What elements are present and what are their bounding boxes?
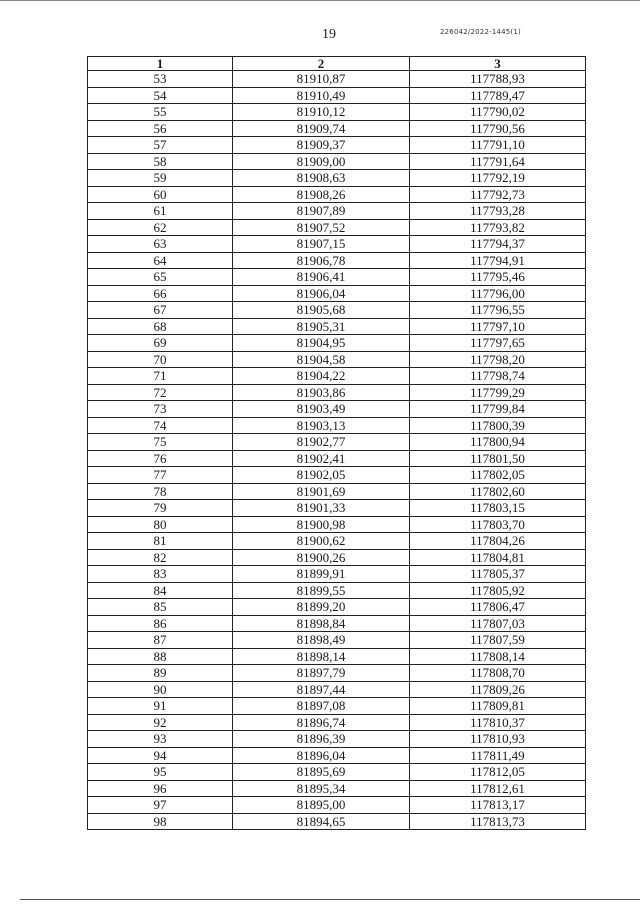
cell-coordinate-x: 81900,26	[233, 549, 410, 566]
table-row	[88, 467, 586, 484]
table-row	[88, 104, 586, 121]
cell-point-number: 72	[88, 384, 233, 401]
cell-point-number: 69	[88, 335, 233, 352]
cell-coordinate-y: 117809,81	[410, 698, 586, 715]
cell-coordinate-y: 117807,03	[410, 615, 586, 632]
cell-point-number: 98	[88, 813, 233, 830]
table-row	[88, 764, 586, 781]
cell-coordinate-y: 117791,64	[410, 153, 586, 170]
cell-coordinate-x: 81907,89	[233, 203, 410, 220]
cell-point-number: 66	[88, 285, 233, 302]
cell-coordinate-y: 117805,92	[410, 582, 586, 599]
cell-coordinate-x: 81900,62	[233, 533, 410, 550]
cell-coordinate-x: 81897,44	[233, 681, 410, 698]
cell-point-number: 84	[88, 582, 233, 599]
cell-coordinate-x: 81898,84	[233, 615, 410, 632]
cell-coordinate-x: 81902,05	[233, 467, 410, 484]
cell-point-number: 94	[88, 747, 233, 764]
table-row	[88, 335, 586, 352]
table-row	[88, 87, 586, 104]
cell-coordinate-y: 117802,05	[410, 467, 586, 484]
cell-point-number: 60	[88, 186, 233, 203]
cell-coordinate-x: 81904,58	[233, 351, 410, 368]
cell-coordinate-x: 81895,34	[233, 780, 410, 797]
cell-point-number: 62	[88, 219, 233, 236]
table-row	[88, 516, 586, 533]
cell-coordinate-y: 117794,37	[410, 236, 586, 253]
table-row	[88, 483, 586, 500]
table-row	[88, 252, 586, 269]
cell-coordinate-x: 81905,68	[233, 302, 410, 319]
column-header-point: 1	[88, 57, 233, 71]
table-row	[88, 714, 586, 731]
table-row	[88, 318, 586, 335]
cell-point-number: 83	[88, 566, 233, 583]
cell-point-number: 75	[88, 434, 233, 451]
table-row	[88, 813, 586, 830]
cell-coordinate-x: 81897,79	[233, 665, 410, 682]
cell-coordinate-x: 81907,15	[233, 236, 410, 253]
cell-point-number: 95	[88, 764, 233, 781]
table-row	[88, 533, 586, 550]
table-row	[88, 797, 586, 814]
cell-coordinate-x: 81907,52	[233, 219, 410, 236]
cell-coordinate-y: 117803,15	[410, 500, 586, 517]
cell-coordinate-y: 117799,84	[410, 401, 586, 418]
cell-coordinate-x: 81909,37	[233, 137, 410, 154]
table-row	[88, 137, 586, 154]
cell-coordinate-y: 117789,47	[410, 87, 586, 104]
table-row	[88, 302, 586, 319]
cell-coordinate-y: 117809,26	[410, 681, 586, 698]
cell-coordinate-x: 81904,95	[233, 335, 410, 352]
table-row	[88, 170, 586, 187]
cell-point-number: 82	[88, 549, 233, 566]
cell-point-number: 96	[88, 780, 233, 797]
cell-point-number: 78	[88, 483, 233, 500]
cell-point-number: 77	[88, 467, 233, 484]
cell-coordinate-y: 117813,73	[410, 813, 586, 830]
cell-coordinate-x: 81901,33	[233, 500, 410, 517]
cell-coordinate-y: 117805,37	[410, 566, 586, 583]
table-row	[88, 599, 586, 616]
cell-point-number: 68	[88, 318, 233, 335]
table-row	[88, 780, 586, 797]
column-header-y: 3	[410, 57, 586, 71]
cell-point-number: 57	[88, 137, 233, 154]
cell-coordinate-x: 81899,55	[233, 582, 410, 599]
table-row	[88, 500, 586, 517]
cell-coordinate-y: 117788,93	[410, 71, 586, 88]
cell-point-number: 54	[88, 87, 233, 104]
cell-coordinate-x: 81906,04	[233, 285, 410, 302]
cell-coordinate-x: 81908,26	[233, 186, 410, 203]
cell-coordinate-y: 117807,59	[410, 632, 586, 649]
cell-coordinate-x: 81896,04	[233, 747, 410, 764]
table-row	[88, 236, 586, 253]
table-row	[88, 71, 586, 88]
table-row	[88, 219, 586, 236]
cell-coordinate-y: 117796,55	[410, 302, 586, 319]
cell-coordinate-y: 117791,10	[410, 137, 586, 154]
cell-coordinate-x: 81898,14	[233, 648, 410, 665]
cell-coordinate-y: 117804,26	[410, 533, 586, 550]
cell-point-number: 70	[88, 351, 233, 368]
cell-coordinate-y: 117793,28	[410, 203, 586, 220]
cell-point-number: 56	[88, 120, 233, 137]
cell-coordinate-x: 81900,98	[233, 516, 410, 533]
cell-coordinate-y: 117790,02	[410, 104, 586, 121]
cell-coordinate-x: 81899,20	[233, 599, 410, 616]
cell-coordinate-y: 117808,70	[410, 665, 586, 682]
table-row	[88, 120, 586, 137]
table-row	[88, 384, 586, 401]
table-row	[88, 648, 586, 665]
cell-point-number: 76	[88, 450, 233, 467]
cell-coordinate-x: 81908,63	[233, 170, 410, 187]
table-row	[88, 681, 586, 698]
cell-point-number: 53	[88, 71, 233, 88]
cell-coordinate-x: 81903,49	[233, 401, 410, 418]
column-header-x: 2	[233, 57, 410, 71]
table-row	[88, 582, 586, 599]
table-row	[88, 566, 586, 583]
cell-coordinate-x: 81902,41	[233, 450, 410, 467]
table-row	[88, 186, 586, 203]
cell-coordinate-y: 117808,14	[410, 648, 586, 665]
cell-point-number: 92	[88, 714, 233, 731]
cell-coordinate-x: 81905,31	[233, 318, 410, 335]
table-row	[88, 401, 586, 418]
cell-coordinate-x: 81910,12	[233, 104, 410, 121]
cell-coordinate-y: 117799,29	[410, 384, 586, 401]
cell-coordinate-x: 81910,49	[233, 87, 410, 104]
cell-point-number: 81	[88, 533, 233, 550]
cell-point-number: 79	[88, 500, 233, 517]
cell-coordinate-y: 117797,65	[410, 335, 586, 352]
cell-coordinate-x: 81910,87	[233, 71, 410, 88]
bottom-edge-rule	[20, 899, 640, 900]
table-row	[88, 747, 586, 764]
cell-point-number: 85	[88, 599, 233, 616]
cell-coordinate-y: 117803,70	[410, 516, 586, 533]
cell-point-number: 55	[88, 104, 233, 121]
cell-coordinate-x: 81906,41	[233, 269, 410, 286]
cell-coordinate-y: 117792,19	[410, 170, 586, 187]
cell-coordinate-y: 117811,49	[410, 747, 586, 764]
document-reference: 226042/2022-1445(1)	[440, 28, 521, 36]
cell-point-number: 97	[88, 797, 233, 814]
cell-point-number: 74	[88, 417, 233, 434]
coordinates-table	[87, 56, 586, 830]
cell-coordinate-y: 117810,93	[410, 731, 586, 748]
cell-point-number: 73	[88, 401, 233, 418]
cell-point-number: 91	[88, 698, 233, 715]
table-row	[88, 269, 586, 286]
cell-coordinate-x: 81897,08	[233, 698, 410, 715]
cell-coordinate-y: 117798,20	[410, 351, 586, 368]
table-row	[88, 615, 586, 632]
cell-coordinate-y: 117800,94	[410, 434, 586, 451]
table-row	[88, 731, 586, 748]
cell-coordinate-x: 81909,00	[233, 153, 410, 170]
cell-coordinate-y: 117806,47	[410, 599, 586, 616]
table-row	[88, 632, 586, 649]
table-row	[88, 450, 586, 467]
cell-point-number: 65	[88, 269, 233, 286]
cell-coordinate-x: 81904,22	[233, 368, 410, 385]
cell-coordinate-x: 81895,00	[233, 797, 410, 814]
cell-point-number: 64	[88, 252, 233, 269]
cell-point-number: 80	[88, 516, 233, 533]
cell-point-number: 90	[88, 681, 233, 698]
cell-point-number: 58	[88, 153, 233, 170]
cell-coordinate-y: 117804,81	[410, 549, 586, 566]
cell-coordinate-y: 117792,73	[410, 186, 586, 203]
cell-point-number: 87	[88, 632, 233, 649]
cell-coordinate-x: 81895,69	[233, 764, 410, 781]
cell-point-number: 59	[88, 170, 233, 187]
table-row	[88, 434, 586, 451]
cell-coordinate-y: 117790,56	[410, 120, 586, 137]
cell-coordinate-x: 81906,78	[233, 252, 410, 269]
cell-coordinate-x: 81896,74	[233, 714, 410, 731]
cell-coordinate-x: 81899,91	[233, 566, 410, 583]
cell-coordinate-y: 117795,46	[410, 269, 586, 286]
cell-point-number: 88	[88, 648, 233, 665]
cell-coordinate-y: 117797,10	[410, 318, 586, 335]
cell-coordinate-y: 117796,00	[410, 285, 586, 302]
cell-coordinate-x: 81903,13	[233, 417, 410, 434]
table-row	[88, 698, 586, 715]
cell-point-number: 86	[88, 615, 233, 632]
table-row	[88, 417, 586, 434]
cell-coordinate-y: 117812,61	[410, 780, 586, 797]
cell-coordinate-x: 81902,77	[233, 434, 410, 451]
table-row	[88, 153, 586, 170]
table-row	[88, 549, 586, 566]
cell-coordinate-y: 117802,60	[410, 483, 586, 500]
cell-coordinate-y: 117800,39	[410, 417, 586, 434]
cell-point-number: 89	[88, 665, 233, 682]
top-edge-rule	[0, 0, 640, 1]
table-row	[88, 368, 586, 385]
table-body	[88, 71, 586, 830]
page-number: 19	[322, 27, 336, 42]
cell-coordinate-x: 81898,49	[233, 632, 410, 649]
cell-coordinate-x: 81901,69	[233, 483, 410, 500]
cell-coordinate-y: 117810,37	[410, 714, 586, 731]
table-header-row	[88, 57, 586, 71]
table-row	[88, 285, 586, 302]
cell-coordinate-y: 117793,82	[410, 219, 586, 236]
cell-coordinate-x: 81894,65	[233, 813, 410, 830]
cell-point-number: 93	[88, 731, 233, 748]
cell-coordinate-y: 117813,17	[410, 797, 586, 814]
cell-coordinate-y: 117794,91	[410, 252, 586, 269]
cell-point-number: 61	[88, 203, 233, 220]
cell-coordinate-y: 117801,50	[410, 450, 586, 467]
cell-point-number: 71	[88, 368, 233, 385]
cell-coordinate-x: 81909,74	[233, 120, 410, 137]
cell-coordinate-y: 117812,05	[410, 764, 586, 781]
cell-coordinate-x: 81896,39	[233, 731, 410, 748]
table-row	[88, 203, 586, 220]
table-row	[88, 665, 586, 682]
cell-coordinate-y: 117798,74	[410, 368, 586, 385]
cell-coordinate-x: 81903,86	[233, 384, 410, 401]
cell-point-number: 67	[88, 302, 233, 319]
table-row	[88, 351, 586, 368]
cell-point-number: 63	[88, 236, 233, 253]
